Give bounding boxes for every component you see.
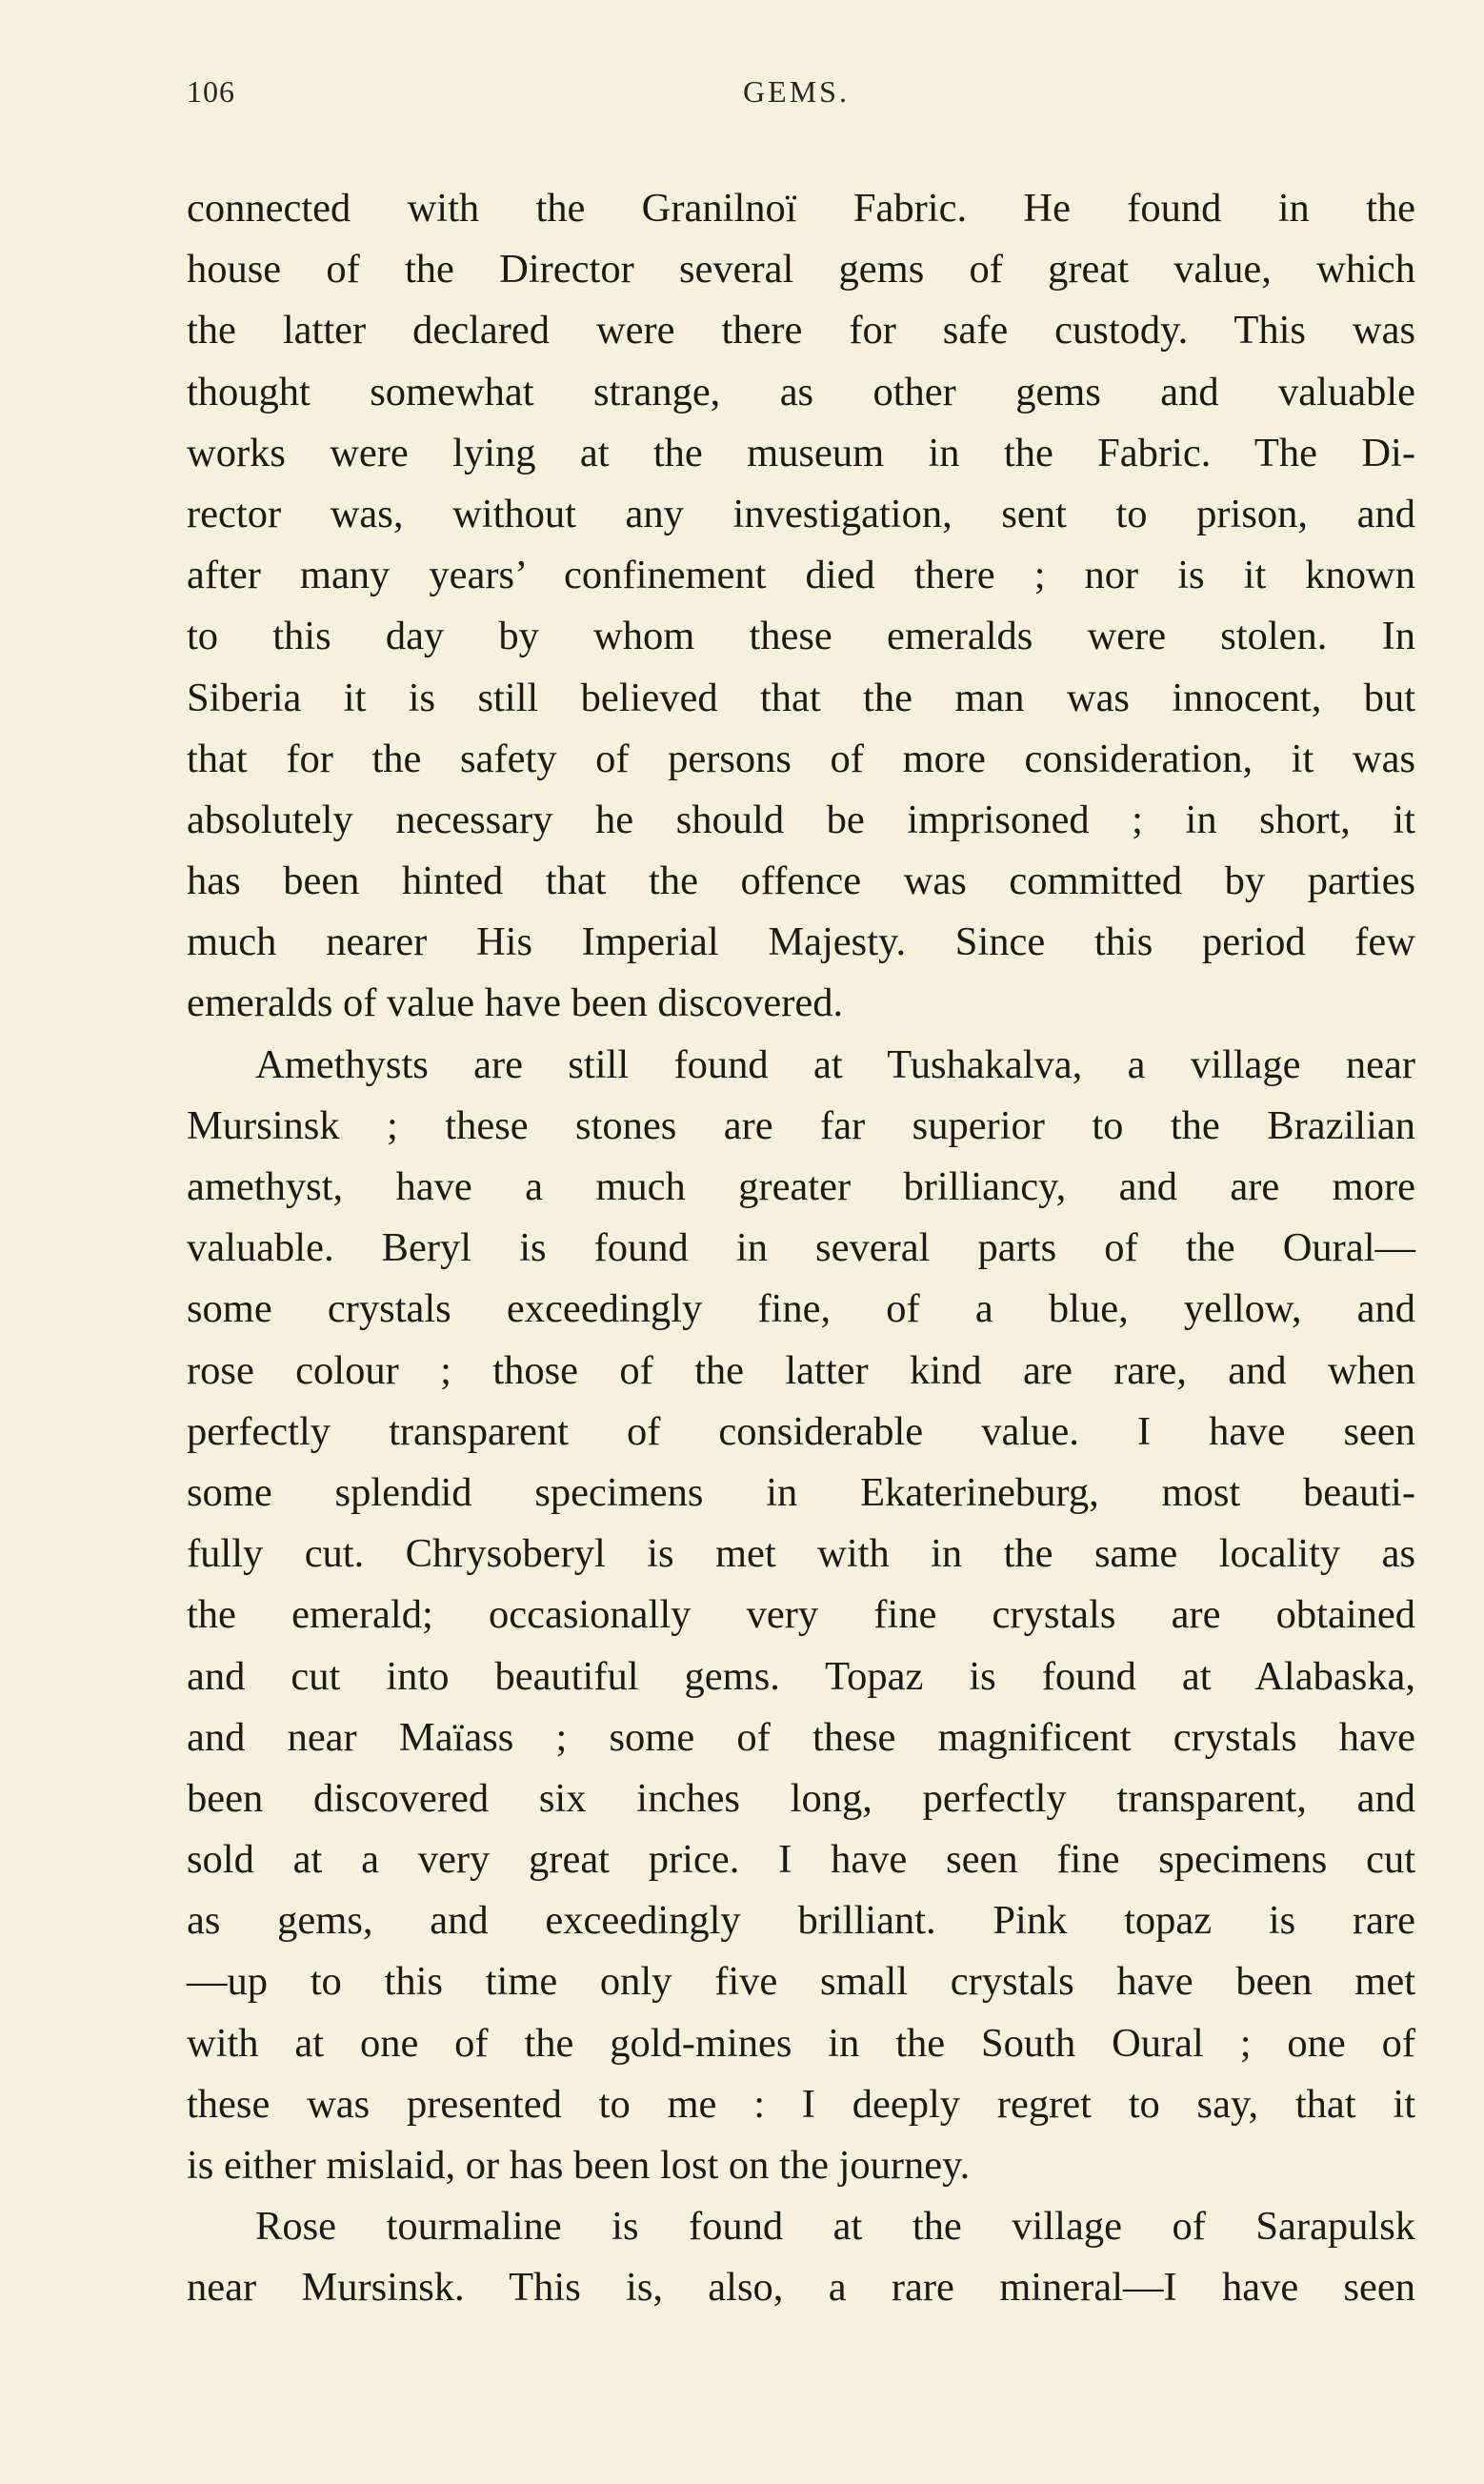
text-line: and near Maïass ; some of these magnificent crystals have (187, 1714, 1415, 1760)
page-header (187, 74, 1406, 122)
text-line: Mursinsk ; these stones are far superior to the Brazilian (187, 1102, 1415, 1148)
text-line: that for the safety of persons of more consideration, it was (187, 736, 1415, 781)
text-line: valuable. Beryl is found in several parts of the Oural— (187, 1225, 1415, 1271)
text-line: these was presented to me : I deeply regret to say, that it (187, 2081, 1415, 2127)
text-line: Siberia it is still believed that the man was innocent, but (187, 675, 1415, 720)
text-line: some splendid specimens in Ekaterineburg, most beauti- (187, 1469, 1415, 1515)
text-line: absolutely necessary he should be imprisoned ; in short, it (187, 797, 1415, 842)
text-line: been discovered six inches long, perfectly transparent, and (187, 1775, 1415, 1821)
text-line: thought somewhat strange, as other gems and valuable (187, 369, 1415, 414)
text-line: some crystals exceedingly fine, of a blue, yellow, and (187, 1286, 1415, 1332)
text-line: rose colour ; those of the latter kind are rare, and when (187, 1347, 1415, 1393)
text-line: works were lying at the museum in the Fabric. The Di- (187, 430, 1415, 475)
text-line: much nearer His Imperial Majesty. Since this period few (187, 919, 1415, 965)
paragraph-start-line: Amethysts are still found at Tushakalva, a village near (255, 1041, 1415, 1087)
text-line: perfectly transparent of considerable value. I have seen (187, 1408, 1415, 1454)
paragraph-start-line: Rose tourmaline is found at the village of Sarapulsk (255, 2204, 1415, 2250)
text-line: and cut into beautiful gems. Topaz is found at Alabaska, (187, 1653, 1415, 1699)
text-line: the emerald; occasionally very fine crystals are obtained (187, 1592, 1415, 1638)
running-head: GEMS. (743, 74, 850, 109)
paragraph-end-line: is either mislaid, or has been lost on the journey. (187, 2143, 971, 2188)
text-line: —up to this time only five small crystals have been met (187, 1959, 1415, 2005)
text-line: to this day by whom these emeralds were stolen. In (187, 614, 1415, 659)
text-line: rector was, without any investigation, sent to prison, and (187, 491, 1415, 536)
body-text (187, 178, 1415, 2319)
text-line: sold at a very great price. I have seen fine specimens cut (187, 1837, 1415, 1883)
text-line: with at one of the gold-mines in the South Oural ; one of (187, 2020, 1415, 2066)
page-number: 106 (187, 74, 235, 109)
text-line: after many years’ confinement died there ; nor is it known (187, 553, 1415, 598)
text-line: amethyst, have a much greater brilliancy, and are more (187, 1164, 1415, 1209)
text-line: the latter declared were there for safe custody. This was (187, 308, 1415, 353)
text-line: fully cut. Chrysoberyl is met with in the same locality as (187, 1531, 1415, 1577)
text-line: has been hinted that the offence was committed by parties (187, 858, 1415, 904)
text-line: connected with the Granilnoï Fabric. He found in the (187, 186, 1415, 231)
paragraph-end-line: emeralds of value have been discovered. (187, 980, 844, 1026)
text-line: near Mursinsk. This is, also, a rare mineral—I have seen (187, 2265, 1415, 2311)
text-line: house of the Director several gems of great value, which (187, 247, 1415, 293)
text-line: as gems, and exceedingly brilliant. Pink topaz is rare (187, 1898, 1415, 1944)
